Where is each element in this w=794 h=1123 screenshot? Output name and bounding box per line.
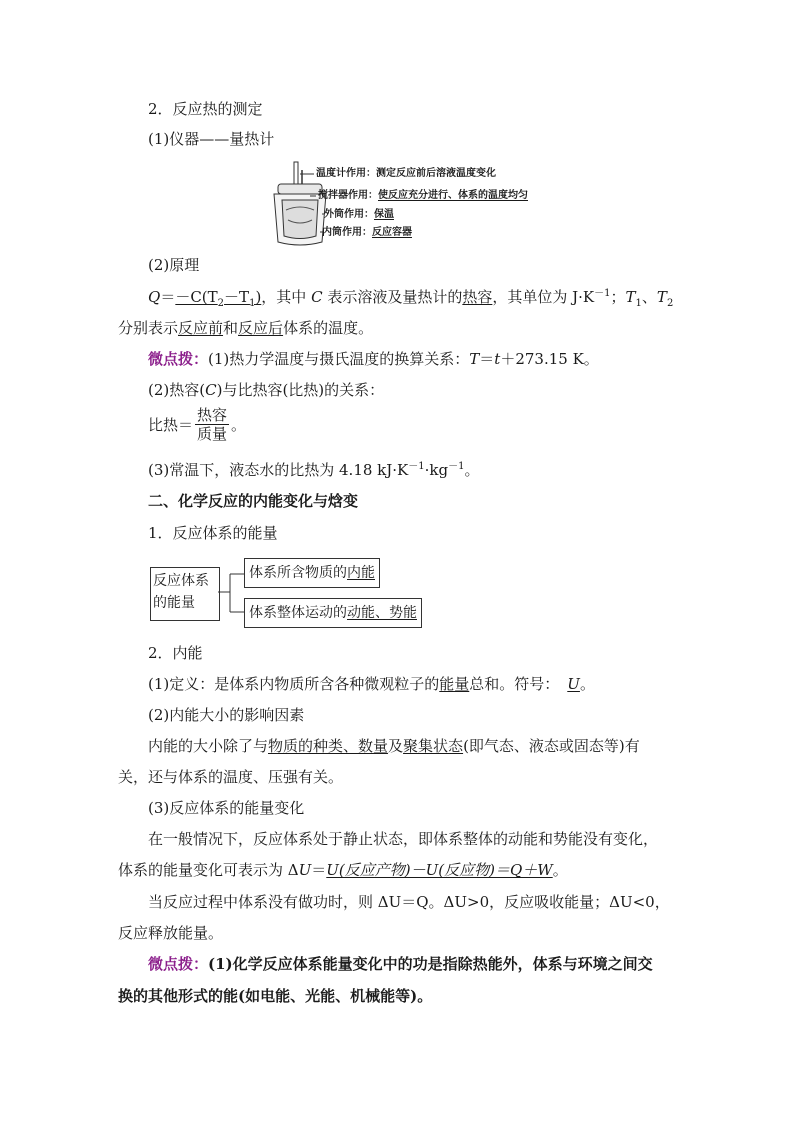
specific-heat-formula: 比热＝ $\frac{\text{热容}}{\text{质量}}$ 。 [148, 406, 247, 443]
section-heading: 2．反应热的测定 [148, 100, 263, 118]
tip-4-line-2: 换的其他形式的能(如电能、光能、机械能等)。 [118, 987, 433, 1005]
thermometer-label: 温度计作用：测定反应前后溶液温度变化 [316, 168, 496, 179]
principle-formula-line: $Q=-C(T_2-T_1)$，其中 C 表示溶液及量热计的热容，其单位为 $J\cdot K^{-1}$；$T_1$、$T_2$ [148, 288, 674, 309]
factors-line-1: 内能的大小除了与物质的种类、数量及聚集状态(即气态、液态或固态等)有 [148, 737, 640, 755]
factors-line-2: 关，还与体系的温度、压强有关。 [118, 768, 344, 786]
change-line-1: 在一般情况下，反应体系处于静止状态，即体系整体的动能和势能没有变化， [148, 830, 659, 848]
inner-cylinder-label: 内筒作用：反应容器 [322, 227, 412, 238]
outer-cylinder-label: 外筒作用：保温 [324, 209, 394, 220]
energy-box-kinetic: 体系整体运动的动能、势能 [244, 598, 422, 628]
factors-heading: (2)内能大小的影响因素 [148, 706, 305, 724]
tip-1: 微点拨：(1)热力学温度与摄氏温度的换算关系：T＝t＋273.15 K。 [148, 350, 599, 368]
tip-4: 微点拨：(1)化学反应体系能量变化中的功是指除热能外，体系与环境之间交 [148, 955, 653, 973]
calorimeter-diagram [268, 160, 558, 250]
energy-box-internal: 体系所含物质的内能 [244, 558, 380, 588]
tip-2: (2)热容(C)与比热容(比热)的关系： [148, 381, 385, 399]
change-heading: (3)反应体系的能量变化 [148, 799, 305, 817]
internal-energy-heading: 2．内能 [148, 644, 203, 662]
stirrer-label: 搅拌器作用：使反应充分进行、体系的温度均匀 [318, 190, 528, 201]
tip-3: (3)常温下，液态水的比热为 4.18 $kJ\cdot K^{-1}\cdot kg^{-1}$。 [148, 461, 480, 479]
principle-heading: (2)原理 [148, 256, 200, 274]
process-line-1: 当反应过程中体系没有做功时，则 ΔU＝Q。ΔU>0，反应吸收能量；ΔU<0， [148, 893, 670, 911]
definition: (1)定义：是体系内物质所含各种微观粒子的能量总和。符号： U。 [148, 675, 595, 693]
change-line-2: 体系的能量变化可表示为 ΔU＝U(反应产物)－U(反应物)＝Q＋W。 [118, 861, 568, 879]
energy-heading: 1．反应体系的能量 [148, 524, 278, 542]
instrument-heading: (1)仪器——量热计 [148, 130, 275, 148]
process-line-2: 反应释放能量。 [118, 924, 224, 942]
principle-line-2: 分别表示反应前和反应后体系的温度。 [118, 319, 374, 337]
section-2-heading: 二、化学反应的内能变化与焓变 [148, 492, 359, 510]
energy-root-box: 反应体系 的能量 [150, 567, 220, 621]
